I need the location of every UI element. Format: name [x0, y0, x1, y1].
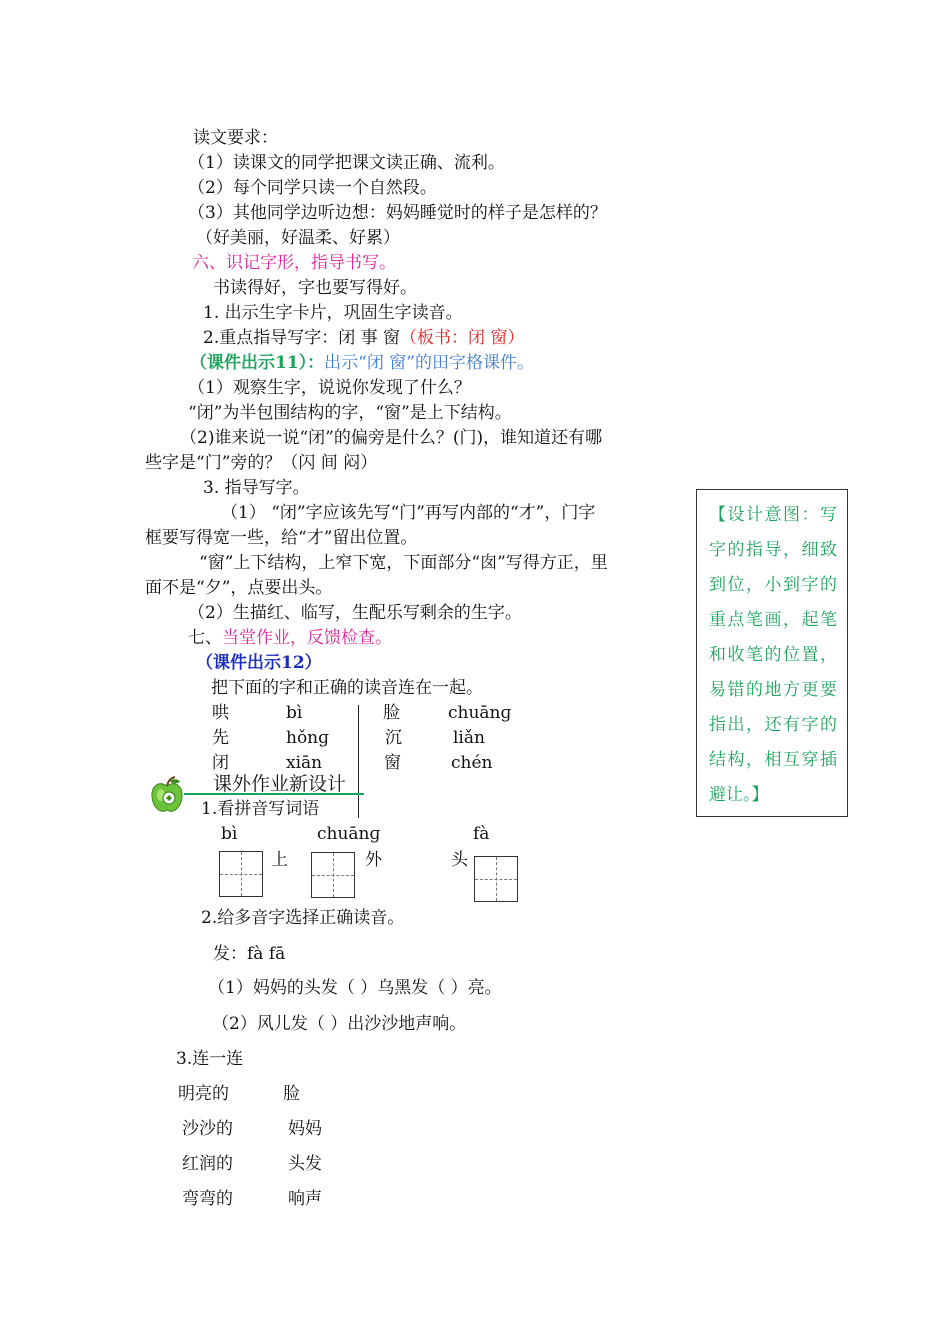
question-1: （1）观察生字，说说你发现了什么？ [188, 378, 471, 398]
green-apple-icon [150, 775, 184, 815]
link-right-item: 脸 [283, 1084, 300, 1104]
tianzige-box[interactable] [474, 856, 518, 902]
match-divider [358, 705, 359, 818]
reading-req-2: （2）每个同学只读一个自然段。 [188, 178, 437, 198]
question-1-answer: “闭”为半包围结构的字，“窗”是上下结构。 [188, 403, 512, 423]
match-left-pinyin: hǒnɡ [286, 728, 330, 748]
task-1-pinyin: chuānɡ [317, 824, 381, 844]
link-left-item: 红润的 [182, 1154, 233, 1174]
section-6-step-1: 1. 出示生字卡片，巩固生字读音。 [203, 303, 463, 323]
reading-req-1: （1）读课文的同学把课文读正确、流利。 [188, 153, 505, 173]
link-right-item: 响声 [288, 1189, 322, 1209]
match-left-char: 先 [212, 728, 229, 748]
homework-task-3: 3.连一连 [176, 1049, 244, 1069]
link-left-item: 沙沙的 [182, 1119, 233, 1139]
match-right-pinyin: chén [451, 753, 493, 773]
writing-2-line-1: “窗”上下结构，上窄下宽，下面部分“囱”写得方正，里 [199, 553, 608, 573]
homework-title: 课外作业新设计 [213, 773, 347, 795]
section-6-step-2 [203, 327, 524, 349]
reading-title: 读文要求： [193, 128, 278, 148]
task-1-char-after: 头 [451, 850, 468, 870]
design-intent-box [696, 489, 848, 817]
match-right-char: 沉 [385, 728, 402, 748]
ppt-12-label: （课件出示12） [196, 653, 322, 673]
section-7-title-text: 当堂作业，反馈检查。 [222, 628, 392, 648]
match-left-char: 哄 [212, 703, 229, 723]
ppt-11-text: 出示“闭 窗”的田字格课件。 [324, 353, 534, 373]
section-7-number: 七、 [188, 628, 222, 648]
match-right-pinyin: liǎn [453, 728, 485, 748]
section-6-step-3: 3. 指导写字。 [203, 478, 310, 498]
task-1-pinyin: fà [473, 824, 490, 844]
polyphone-question-1: （1）妈妈的头发（ ）乌黑发（ ）亮。 [208, 978, 502, 998]
link-left-item: 明亮的 [178, 1084, 229, 1104]
match-right-pinyin: chuānɡ [448, 703, 512, 723]
ppt-11-line [190, 352, 534, 374]
section-7-title [188, 627, 392, 649]
homework-task-2: 2.给多音字选择正确读音。 [201, 908, 405, 928]
task-1-char-after: 上 [271, 850, 288, 870]
link-left-item: 弯弯的 [182, 1189, 233, 1209]
question-2-line-1: （2)谁来说一说“闭”的偏旁是什么？(门)，谁知道还有哪 [180, 428, 603, 448]
match-right-char: 脸 [383, 703, 400, 723]
design-intent-text: 【设计意图：写字的指导，细致到位，小到字的重点笔画，起笔和收笔的位置，易错的地方更要指出，还有字的结构，相互穿插避让。】 [709, 505, 837, 805]
homework-task-1: 1.看拼音写词语 [201, 799, 320, 819]
match-instruction: 把下面的字和正确的读音连在一起。 [211, 678, 483, 698]
ppt-11-label: （课件出示11）： [190, 353, 325, 373]
match-left-pinyin: bì [286, 703, 303, 723]
tianzige-box[interactable] [311, 852, 355, 898]
writing-3: （2）生描红、临写，生配乐写剩余的生字。 [188, 603, 522, 623]
match-right-char: 窗 [384, 753, 401, 773]
homework-title-underline [184, 793, 364, 795]
writing-2-line-2: 面不是“夕”，点要出头。 [145, 578, 333, 598]
question-2-line-2: 些字是“门”旁的？（闪 间 闷） [145, 453, 378, 473]
reading-answer: （好美丽，好温柔、好累） [196, 228, 400, 248]
writing-1-line-2: 框要写得宽一些，给“才”留出位置。 [145, 528, 418, 548]
task-1-char-after: 外 [365, 850, 382, 870]
link-right-item: 头发 [288, 1154, 322, 1174]
link-right-item: 妈妈 [288, 1119, 322, 1139]
reading-req-3: （3）其他同学边听边想：妈妈睡觉时的样子是怎样的？ [188, 203, 607, 223]
match-left-char: 闭 [212, 753, 229, 773]
match-left-pinyin: xiān [286, 753, 323, 773]
blackboard-note: （板书：闭 窗） [400, 328, 525, 348]
polyphone-question-2: （2）风儿发（ ）出沙沙地声响。 [212, 1014, 467, 1034]
step-2-text: 2.重点指导写字：闭 事 窗 [203, 328, 401, 348]
task-1-pinyin: bì [221, 824, 238, 844]
polyphone-char: 发：fà fā [213, 944, 286, 964]
section-6-title: 六、识记字形，指导书写。 [192, 253, 396, 273]
writing-1-line-1: （1） “闭”字应该先写“门”再写内部的“才”，门字 [221, 503, 596, 523]
section-6-intro: 书读得好，字也要写得好。 [213, 278, 417, 298]
tianzige-box[interactable] [219, 851, 263, 897]
